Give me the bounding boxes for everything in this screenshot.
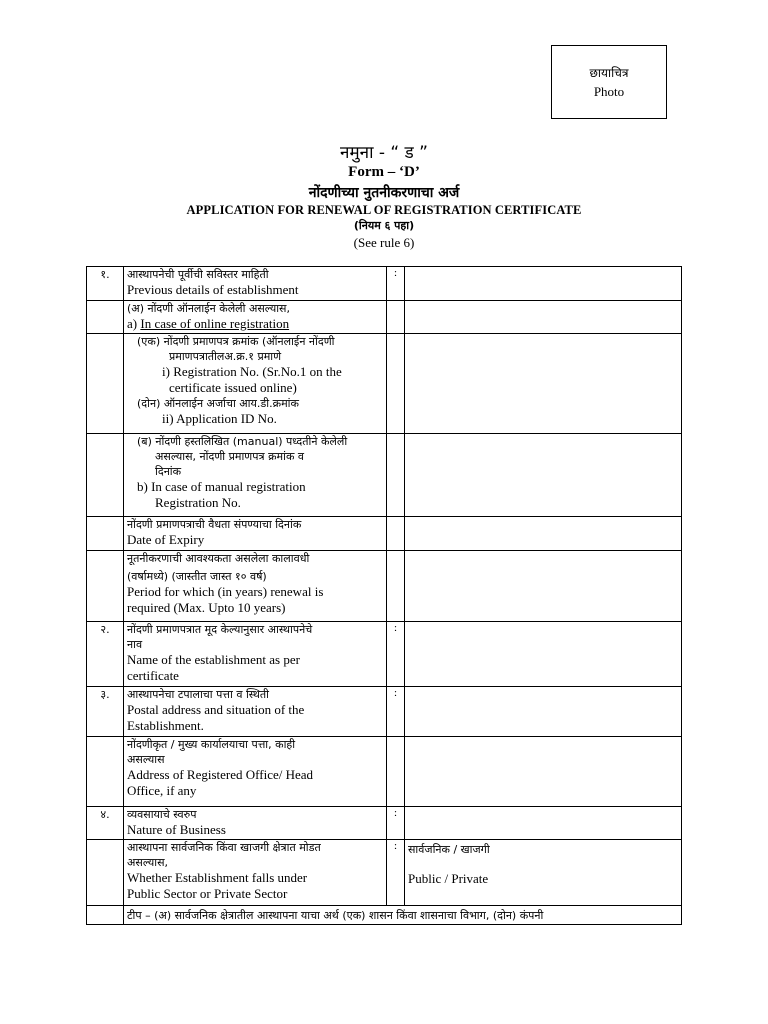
previous-details-field[interactable] [405, 267, 682, 301]
row-colon [387, 737, 405, 807]
row-number: ४. [87, 807, 124, 840]
rule-reference-english: (See rule 6) [353, 235, 415, 250]
table-row [87, 517, 682, 551]
row-label: नोंदणी प्रमाणपत्रात मूद केल्यानुसार आस्थापनेचे नाव Name of the establishment as per certificate [124, 622, 387, 687]
row-label: नूतनीकरणाची आवश्यकता असलेला कालावधी (वर्षामध्ये) (जास्तीत जास्त १० वर्ष) Period for which (in years) renewal is required (Max. Upto 10 years) [124, 551, 387, 622]
row-number [87, 334, 124, 434]
row-number [87, 301, 124, 334]
postal-address-field[interactable] [405, 687, 682, 737]
table-row [87, 737, 682, 807]
application-form-table [86, 266, 682, 925]
row-number [87, 434, 124, 517]
nature-of-business-field[interactable] [405, 807, 682, 840]
row-label: आस्थापना सार्वजनिक किंवा खाजगी क्षेत्रात मोडत असल्यास, Whether Establishment falls under Public Sector or Private Sector [124, 840, 387, 906]
note-text: टीप – (अ) सार्वजनिक क्षेत्रातील आस्थापना याचा अर्थ (एक) शासन किंवा शासनाचा विभाग, (दोन) कंपनी [124, 906, 682, 925]
registered-office-address-field[interactable] [405, 737, 682, 807]
row-label: व्यवसायाचे स्वरुप Nature of Business [124, 807, 387, 840]
row-number [87, 551, 124, 622]
row-label: (ब) नोंदणी हस्तलिखित (manual) पध्दतीने केलेली असल्यास, नोंदणी प्रमाणपत्र क्रमांक व दिनांक b) In case of manual registration Registration No. [124, 434, 387, 517]
row-colon [387, 434, 405, 517]
photo-label-marathi: छायाचित्र [589, 66, 629, 80]
row-number [87, 737, 124, 807]
photo-label-english: Photo [593, 84, 625, 99]
establishment-name-field[interactable] [405, 622, 682, 687]
row-label: (एक) नोंदणी प्रमाणपत्र क्रमांक (ऑनलाईन नोंदणी प्रमाणपत्रातीलअ.क्र.१ प्रमाणे i) Registration No. (Sr.No.1 on the certificate issued online) (दोन) ऑनलाईन अर्जाचा आय.डी.क्रमांक ii) Application ID No. [124, 334, 387, 434]
renewal-period-field[interactable] [405, 551, 682, 622]
sector-options-marathi: सार्वजनिक / खाजगी [408, 843, 490, 856]
row-colon [387, 551, 405, 622]
sector-field[interactable] [405, 840, 682, 906]
row-number [87, 517, 124, 551]
row-number: ३. [87, 687, 124, 737]
form-title-english: APPLICATION FOR RENEWAL OF REGISTRATION CERTIFICATE [186, 203, 582, 217]
sector-options-english: Public / Private [408, 871, 489, 886]
table-row [87, 687, 682, 737]
table-row [87, 622, 682, 687]
table-row [87, 906, 682, 925]
table-row [87, 301, 682, 334]
row-colon: : [387, 840, 405, 906]
manual-registration-field[interactable] [405, 434, 682, 517]
table-row [87, 807, 682, 840]
table-row [87, 267, 682, 301]
table-row [87, 434, 682, 517]
row-colon [387, 334, 405, 434]
row-colon [387, 517, 405, 551]
form-name-english: Form – ‘D’ [348, 164, 420, 180]
expiry-date-field[interactable] [405, 517, 682, 551]
registration-number-field[interactable] [405, 334, 682, 434]
table-row [87, 840, 682, 906]
form-name-marathi: नमुना - “ ड ” [340, 143, 428, 163]
row-colon [387, 301, 405, 334]
row-label: आस्थापनेची पूर्वीची सविस्तर माहिती Previous details of establishment [124, 267, 387, 301]
row-colon: : [387, 622, 405, 687]
table-row [87, 334, 682, 434]
photo-box [551, 45, 667, 119]
table-row [87, 551, 682, 622]
form-title-marathi: नोंदणीच्या नुतनीकरणाचा अर्ज [308, 185, 460, 201]
row-number: २. [87, 622, 124, 687]
row-number [87, 840, 124, 906]
row-colon: : [387, 687, 405, 737]
rule-reference-marathi: (नियम ६ पहा) [353, 219, 415, 232]
row-label: नोंदणीकृत / मुख्य कार्यालयाचा पत्ता, काही असल्यास Address of Registered Office/ Head Office, if any [124, 737, 387, 807]
row-colon: : [387, 807, 405, 840]
row-label: आस्थापनेचा टपालाचा पत्ता व स्थिती Postal address and situation of the Establishment. [124, 687, 387, 737]
row-number: १. [87, 267, 124, 301]
row-label: (अ) नोंदणी ऑनलाईन केलेली असल्यास, a) In case of online registration [124, 301, 387, 334]
row-label: नोंदणी प्रमाणपत्राची वैधता संपण्याचा दिनांक Date of Expiry [124, 517, 387, 551]
row-colon: : [387, 267, 405, 301]
online-registration-field[interactable] [405, 301, 682, 334]
